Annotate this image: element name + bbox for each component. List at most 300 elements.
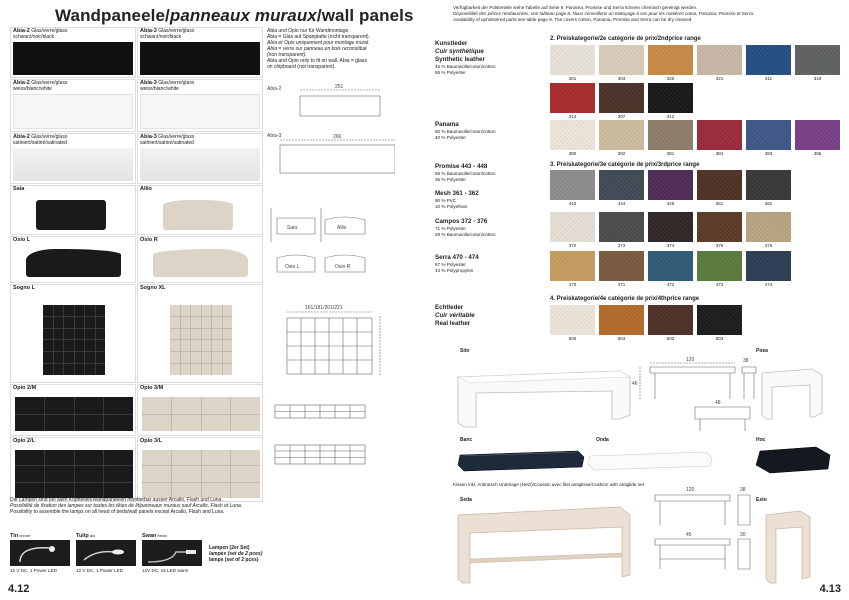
fabric-swatch[interactable] xyxy=(746,251,791,281)
fabric-swatch[interactable] xyxy=(599,251,644,281)
lamp-image xyxy=(142,540,202,566)
material-name-fr: Cuir synthétique xyxy=(435,48,484,55)
tuft xyxy=(64,305,74,316)
composition-line: 55 % Polyester xyxy=(435,69,466,75)
sito-width: 120 xyxy=(686,357,695,363)
category-4-heading: 4. Preiskategorie/4e catégorie de prix/4thprice range xyxy=(550,296,700,302)
fabric-swatch[interactable] xyxy=(599,305,644,335)
tuft xyxy=(191,329,201,340)
lamp-name xyxy=(142,533,167,539)
tuft xyxy=(202,305,212,316)
lamp-item xyxy=(142,533,204,577)
panel-cell xyxy=(10,284,136,383)
panel-material: Glas/verre/glass xyxy=(29,28,68,34)
fabric-swatch[interactable] xyxy=(795,120,840,150)
tuft xyxy=(170,317,180,328)
tuft xyxy=(212,305,222,316)
material-name: Serra 470 - 474 xyxy=(435,254,479,261)
tuft xyxy=(181,317,191,328)
fabric-swatch[interactable] xyxy=(697,212,742,242)
sito-bench xyxy=(458,371,630,427)
tuft xyxy=(191,364,201,375)
tuft xyxy=(202,450,231,465)
tufted-panel xyxy=(15,450,133,498)
panel-cell xyxy=(10,79,136,132)
tuft xyxy=(104,415,133,432)
tuft xyxy=(45,415,74,432)
lamp-name xyxy=(76,533,95,539)
fabric-swatch[interactable] xyxy=(697,305,742,335)
tuft xyxy=(15,466,44,481)
tuft xyxy=(142,466,171,481)
tuft xyxy=(96,305,106,316)
tuft xyxy=(85,305,95,316)
fabric-swatch[interactable] xyxy=(648,251,693,281)
lamp-finish: alu xyxy=(88,533,96,538)
swatch-code: 448 xyxy=(666,201,675,206)
panel-label xyxy=(13,238,30,244)
tuft xyxy=(202,397,231,414)
panel-name: Abia-2 xyxy=(13,80,30,86)
panel-image xyxy=(13,42,133,75)
swatch-code: 382 xyxy=(617,151,626,156)
tuft xyxy=(191,340,201,351)
fabric-swatch[interactable] xyxy=(795,45,840,75)
tuft xyxy=(104,397,133,414)
tuft xyxy=(75,450,104,465)
panel-label xyxy=(140,81,194,92)
panel-color: weiss/blanc/white xyxy=(140,85,179,92)
tuft xyxy=(54,329,64,340)
abia3-drawing xyxy=(280,145,395,173)
tuft xyxy=(75,415,104,432)
material-name-en: Real leather xyxy=(435,320,471,327)
material-name: Campos 372 - 376 xyxy=(435,218,488,225)
tufted-panel xyxy=(170,305,232,375)
swatch-code: 500 xyxy=(568,336,577,341)
panel-cell xyxy=(137,27,263,78)
panel-label xyxy=(140,29,194,40)
lamp-title: Swan xyxy=(142,533,157,539)
tuft xyxy=(64,352,74,363)
panel-cell xyxy=(137,79,263,132)
swatch-code: 381 xyxy=(666,151,675,156)
swatch-code: 380 xyxy=(568,151,577,156)
material-block xyxy=(435,163,496,182)
tuft xyxy=(64,364,74,375)
material-block xyxy=(435,304,475,328)
fabric-swatch[interactable] xyxy=(550,170,595,200)
panel-image xyxy=(140,94,260,129)
panel-cell xyxy=(10,236,136,283)
material-block xyxy=(435,218,496,237)
seda-front-drawing xyxy=(655,495,730,525)
tuft xyxy=(172,450,201,465)
swatch-code: 301 xyxy=(568,76,577,81)
fabric-swatch[interactable] xyxy=(599,170,644,200)
lamp-item xyxy=(76,533,138,577)
tuft xyxy=(96,317,106,328)
tuft xyxy=(202,329,212,340)
composition-line: 90 % PVC xyxy=(435,198,457,203)
product-label-banc: Banc xyxy=(460,437,473,443)
panel-material: Glas/verre/glass xyxy=(29,80,68,86)
tuft xyxy=(142,483,171,498)
swatch-code: 503 xyxy=(715,336,724,341)
swatch-code: 311 xyxy=(764,76,773,81)
tuft xyxy=(75,317,85,328)
panel-image xyxy=(140,148,260,181)
fabric-swatch[interactable] xyxy=(550,212,595,242)
material-block xyxy=(435,121,496,140)
panel-image xyxy=(13,148,133,181)
swatch-code: 307 xyxy=(617,114,626,119)
lamp-spec: 12 V DC, 1 Power LED xyxy=(10,568,57,573)
tuft xyxy=(85,317,95,328)
product-label-onda: Onda xyxy=(596,437,609,443)
lamp-title: Tulip xyxy=(76,533,89,539)
lamp-name xyxy=(10,533,30,539)
abia2-drawing xyxy=(300,96,380,116)
composition-line: 35 % Polyester xyxy=(435,176,466,182)
panel-cell xyxy=(10,384,136,436)
panel-name: Opio 3/M xyxy=(140,385,164,391)
tuft xyxy=(85,364,95,375)
panel-label xyxy=(140,286,166,292)
panel-cell xyxy=(10,27,136,78)
tuft xyxy=(231,397,260,414)
tuft xyxy=(43,329,53,340)
panel-name: Opio 2/L xyxy=(13,438,35,444)
tuft xyxy=(43,352,53,363)
panel-image xyxy=(153,249,248,277)
panel-cell xyxy=(137,185,263,235)
page-number-left: 4.12 xyxy=(8,583,30,595)
tuft xyxy=(202,466,231,481)
panel-cell xyxy=(10,185,136,235)
panel-name: Osio R xyxy=(140,237,158,243)
tuft xyxy=(104,483,133,498)
material-composition xyxy=(435,226,496,237)
swatch-code: 362 xyxy=(764,201,773,206)
tuft xyxy=(85,352,95,363)
lamp-image xyxy=(76,540,136,566)
onda-cushion xyxy=(588,452,712,470)
swatch-code: 374 xyxy=(666,243,675,248)
side-notes: Abia und Opio nur für Wandmontage. Abia = Glas auf Spanplatte (nicht transparent). Abia et Opio uniquement pour montage mural. Abia = verre sur panneau en bois reconstitué (non transparent). Abia and Opio only to fit on wall. Abia = glass on chipboard (not transparent). xyxy=(267,28,370,70)
tuft xyxy=(170,329,180,340)
tuft xyxy=(202,483,231,498)
tuft xyxy=(181,305,191,316)
fabric-swatch[interactable] xyxy=(697,120,742,150)
saia-dw-label: Saia xyxy=(287,225,298,231)
product-label-hoc: Hoc xyxy=(756,437,766,443)
panel-label xyxy=(13,81,67,92)
tufted-panel xyxy=(15,397,133,431)
tuft xyxy=(43,317,53,328)
tuft xyxy=(142,397,171,414)
panel-label xyxy=(140,386,163,392)
tuft xyxy=(15,483,44,498)
tuft xyxy=(75,364,85,375)
sito-depth: 38 xyxy=(743,358,749,364)
tuft xyxy=(54,364,64,375)
panel-color: schwarz/noir/black xyxy=(13,33,55,40)
tuft xyxy=(64,329,74,340)
tuft xyxy=(202,317,212,328)
panel-name: Sogno XL xyxy=(140,285,166,291)
tuft xyxy=(191,352,201,363)
panel-material: Glas/verre/glass xyxy=(156,28,195,34)
tuft xyxy=(85,340,95,351)
panel-color: satiniert/satiné/satinated xyxy=(13,139,67,146)
tuft xyxy=(202,340,212,351)
sito-height: 46 xyxy=(632,381,638,387)
poea-stool xyxy=(762,369,822,419)
material-name: Promise 443 - 448 xyxy=(435,163,488,170)
swatch-code: 376 xyxy=(764,243,773,248)
tuft xyxy=(170,352,180,363)
composition-line: 71 % Polyester xyxy=(435,226,466,231)
fabric-swatch[interactable] xyxy=(599,45,644,75)
tuft xyxy=(212,352,222,363)
composition-line: 29 % Baumwolle/coton/cotton xyxy=(435,231,496,237)
esto-width: 30 xyxy=(740,532,746,538)
panel-image xyxy=(163,200,233,230)
material-name: Echtleder xyxy=(435,304,464,311)
tuft xyxy=(191,317,201,328)
material-block xyxy=(435,254,479,273)
tuft xyxy=(223,340,233,351)
product-label-esto: Esto xyxy=(756,497,767,503)
fabric-swatch[interactable] xyxy=(599,212,644,242)
swatch-code: 373 xyxy=(617,243,626,248)
product-drawings xyxy=(450,355,840,585)
tuft xyxy=(54,305,64,316)
tuft xyxy=(172,466,201,481)
panel-name: Abia-3 xyxy=(140,28,157,34)
lamp-finish: chrom xyxy=(18,533,31,538)
tuft xyxy=(96,352,106,363)
tuft xyxy=(54,340,64,351)
fabric-swatch[interactable] xyxy=(599,83,644,113)
panel-label xyxy=(140,187,152,193)
tuft xyxy=(64,317,74,328)
panel-label xyxy=(13,135,67,146)
lamp-spec: 12 V DC, 1 Power LED xyxy=(76,568,123,573)
composition-line: 45 % Baumwolle/coton/cotton xyxy=(435,64,496,69)
poea-width: 48 xyxy=(715,400,721,406)
tuft xyxy=(170,340,180,351)
tufted-panel xyxy=(142,397,260,431)
category-3-heading: 3. Preiskategorie/3e catégorie de prix/3rdprice range xyxy=(550,162,700,168)
tuft xyxy=(75,340,85,351)
hoc-cushion xyxy=(756,447,830,473)
tuft xyxy=(54,352,64,363)
fabric-swatch[interactable] xyxy=(550,305,595,335)
sito-front-drawing xyxy=(650,367,735,399)
tuft xyxy=(212,340,222,351)
tuft xyxy=(223,364,233,375)
tuft xyxy=(172,483,201,498)
panel-cell xyxy=(137,133,263,184)
banc-cushion xyxy=(458,451,584,471)
dim-b: 266 xyxy=(333,134,342,140)
material-composition xyxy=(435,64,496,75)
swatch-code: 444 xyxy=(617,201,626,206)
tuft xyxy=(96,340,106,351)
seda-width: 120 xyxy=(686,487,695,493)
abia3-label: Abia-3 xyxy=(267,133,282,139)
tuft xyxy=(212,317,222,328)
tuft xyxy=(45,450,74,465)
tuft xyxy=(172,415,201,432)
tuft xyxy=(45,483,74,498)
tuft xyxy=(170,305,180,316)
fabric-swatch[interactable] xyxy=(697,251,742,281)
fabric-swatch[interactable] xyxy=(648,170,693,200)
tuft xyxy=(15,415,44,432)
tufted-panel xyxy=(142,450,260,498)
tuft xyxy=(181,329,191,340)
tuft xyxy=(212,329,222,340)
category-2-heading: 2. Preiskategorie/2e catégorie de prix/2ndprice range xyxy=(550,36,701,42)
fabric-swatch[interactable] xyxy=(648,120,693,150)
tuft xyxy=(231,483,260,498)
panel-image xyxy=(36,200,106,230)
tuft xyxy=(15,450,44,465)
material-name: Mesh 361 - 362 xyxy=(435,190,479,197)
intro-text: Verfügbarkeit der Polsterteile siehe Tabelle auf Seite 8. Panama, Promise und Serra können chemisch gereinigt werden. Disponibilité des pièces rembourrées, voir tableau page 8. Nous conseillons un nettoyage à sec pour les matières coton, Panama, Promise et Serra. Availability of upholstered parts see table page 8. The covers cotton, Panama, Promise and Serra can be dry cleaned. xyxy=(453,5,755,22)
tufted-panel xyxy=(43,305,105,375)
fabric-swatch[interactable] xyxy=(550,120,595,150)
left-page xyxy=(0,0,424,600)
lamp-finish: freda xyxy=(156,533,167,538)
swatch-code: 474 xyxy=(764,282,773,287)
tuft xyxy=(15,397,44,414)
lamp-title: Tin xyxy=(10,533,19,539)
seda-bench xyxy=(458,507,630,583)
tuft xyxy=(75,352,85,363)
swatch-code: 473 xyxy=(715,282,724,287)
lamp-spec: 12V DC, 15 LED warm xyxy=(142,568,189,573)
panel-name: Saia xyxy=(13,186,25,192)
panel-name: Sogno L xyxy=(13,285,35,291)
tuft xyxy=(96,364,106,375)
tuft xyxy=(223,305,233,316)
swatch-code: 502 xyxy=(666,336,675,341)
seda-depth: 38 xyxy=(740,487,746,493)
composition-line: 40 % Polyester xyxy=(435,134,466,140)
fabric-swatch[interactable] xyxy=(648,83,693,113)
fabric-swatch[interactable] xyxy=(550,251,595,281)
composition-line: 43 % Polypropylen xyxy=(435,267,474,273)
fabric-swatch[interactable] xyxy=(550,83,595,113)
tuft xyxy=(231,450,260,465)
panel-label xyxy=(140,135,194,146)
fabric-swatch[interactable] xyxy=(746,170,791,200)
panel-color: schwarz/noir/black xyxy=(140,33,182,40)
panel-label xyxy=(13,286,35,292)
esto-stool xyxy=(766,511,810,583)
lamp-tulip-icon xyxy=(76,540,136,566)
lamp-swan-icon xyxy=(142,540,202,566)
dim-a: 251 xyxy=(335,84,344,90)
swatch-code: 372 xyxy=(568,243,577,248)
swatch-code: 471 xyxy=(617,282,626,287)
swatch-code: 504 xyxy=(617,336,626,341)
material-block xyxy=(435,40,496,75)
fabric-swatch[interactable] xyxy=(746,120,791,150)
sito-plan-drawing xyxy=(695,407,750,431)
osior-dw-label: Osio R xyxy=(335,264,351,270)
tuft xyxy=(142,415,171,432)
panel-name: Opio 2/M xyxy=(13,385,37,391)
fabric-swatch[interactable] xyxy=(599,120,644,150)
swatch-code: 384 xyxy=(715,151,724,156)
tuft xyxy=(202,364,212,375)
panel-cell xyxy=(137,284,263,383)
panel-material: Glas/verre/glass xyxy=(29,134,68,140)
allio-dw-label: Allio xyxy=(337,225,347,231)
panel-name: Abia-2 xyxy=(13,134,30,140)
fabric-swatch[interactable] xyxy=(697,45,742,75)
panel-label xyxy=(13,439,35,445)
cushion-note: Kissen inkl. Antirutsch Unterlage (Netz)/Coussin avec filet antiglisse/Cushion with antiglide net xyxy=(453,482,644,487)
panel-image xyxy=(26,249,121,277)
composition-line: 60 % Baumwolle/coton/cotton xyxy=(435,129,496,134)
swatch-code: 383 xyxy=(764,151,773,156)
fabric-swatch[interactable] xyxy=(746,45,791,75)
swatch-code: 385 xyxy=(813,151,822,156)
material-composition xyxy=(435,171,496,182)
tuft xyxy=(172,397,201,414)
material-name-fr: Cuir véritable xyxy=(435,312,475,319)
tuft xyxy=(75,397,104,414)
panel-name: Allio xyxy=(140,186,152,192)
tuft xyxy=(231,466,260,481)
tuft xyxy=(170,364,180,375)
fabric-swatch[interactable] xyxy=(648,45,693,75)
swatch-code: 472 xyxy=(666,282,675,287)
swatch-code: 320 xyxy=(666,76,675,81)
panel-image xyxy=(13,94,133,129)
panel-label xyxy=(140,439,162,445)
swatch-code: 443 xyxy=(568,201,577,206)
fabric-swatch[interactable] xyxy=(746,212,791,242)
fabric-swatch[interactable] xyxy=(648,212,693,242)
product-label-poea: Poea xyxy=(756,348,768,354)
swatch-code: 470 xyxy=(568,282,577,287)
panel-name: Osio L xyxy=(13,237,31,243)
panel-cell xyxy=(137,437,263,502)
tuft xyxy=(231,415,260,432)
fabric-swatch[interactable] xyxy=(648,305,693,335)
fabric-swatch[interactable] xyxy=(550,45,595,75)
tuft xyxy=(212,364,222,375)
material-composition xyxy=(435,129,496,140)
swatch-code: 319 xyxy=(813,76,822,81)
tuft xyxy=(104,450,133,465)
swatch-code: 375 xyxy=(715,243,724,248)
fabric-swatch[interactable] xyxy=(697,170,742,200)
panel-cell xyxy=(10,437,136,502)
tuft xyxy=(75,483,104,498)
material-name: Kunstleder xyxy=(435,40,468,47)
material-name-en: Synthetic leather xyxy=(435,56,485,63)
tuft xyxy=(223,317,233,328)
tuft xyxy=(43,340,53,351)
